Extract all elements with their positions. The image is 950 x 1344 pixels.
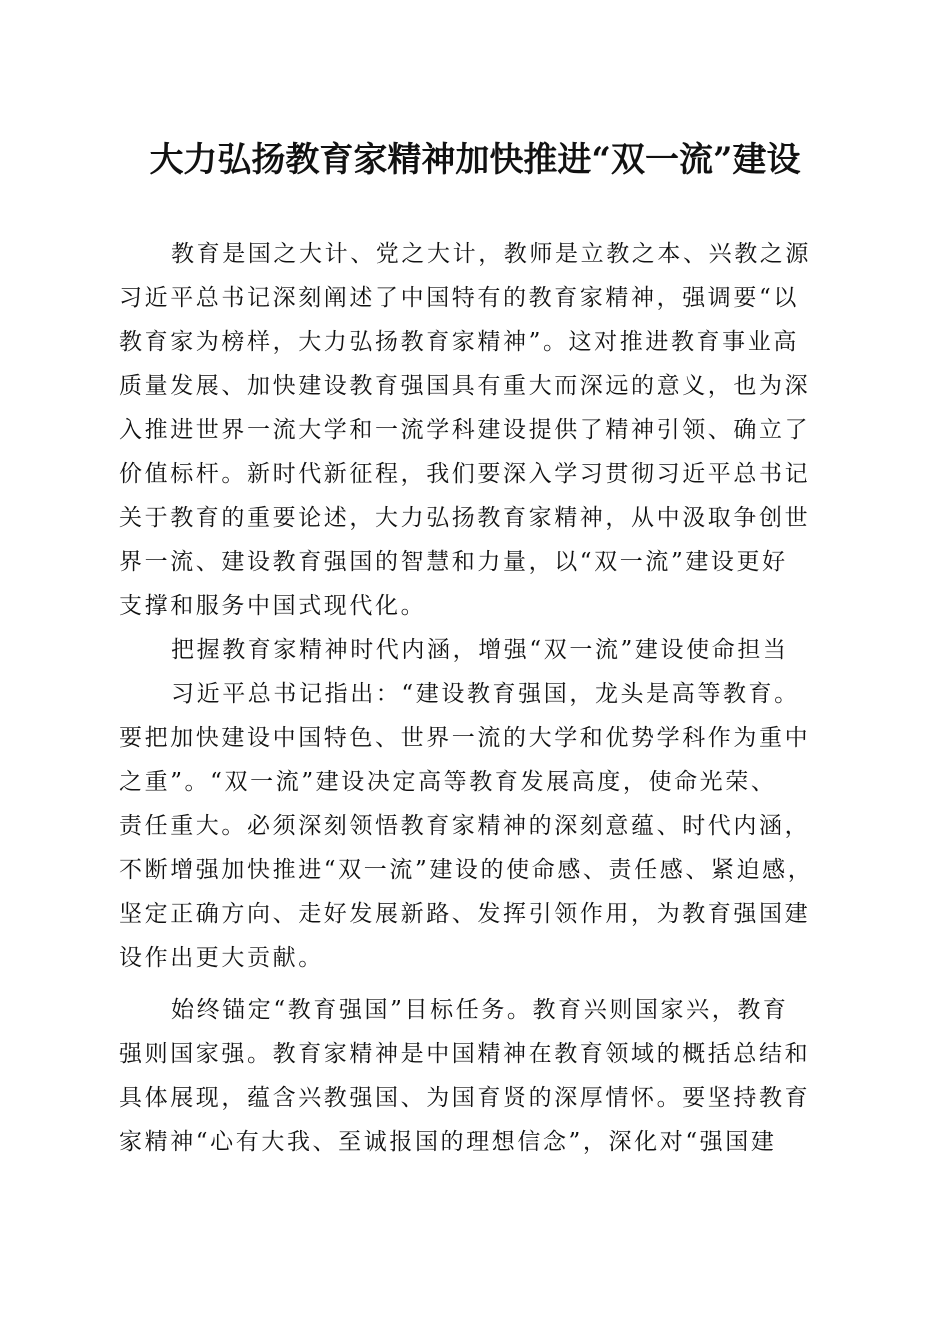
paragraph-gap — [119, 980, 825, 988]
body-line: 责任重大。必须深刻领悟教育家精神的深刻意蕴、时代内涵， — [119, 813, 811, 839]
body-line: 要把加快建设中国特色、世界一流的大学和优势学科作为重中 — [119, 725, 811, 751]
body-line: 教育是国之大计、党之大计，教师是立教之本、兴教之源 — [171, 241, 811, 267]
body-line: 关于教育的重要论述，大力弘扬教育家精神，从中汲取争创世 — [119, 505, 811, 531]
body-line: 教育家为榜样，大力弘扬教育家精神”。这对推进教育事业高 — [119, 329, 799, 355]
body-line: 习近平总书记指出：“建设教育强国，龙头是高等教育。 — [171, 681, 800, 707]
document-body — [119, 232, 825, 1164]
section-heading: 把握教育家精神时代内涵，增强“双一流”建设使命担当 — [171, 637, 789, 663]
body-line: 设作出更大贡献。 — [119, 945, 324, 971]
body-line: 界一流、建设教育强国的智慧和力量，以“双一流”建设更好 — [119, 549, 788, 575]
body-line: 价值标杆。新时代新征程，我们要深入学习贯彻习近平总书记 — [119, 461, 811, 487]
document-title: 大力弘扬教育家精神加快推进“双一流”建设 — [149, 140, 801, 180]
body-line: 入推进世界一流大学和一流学科建设提供了精神引领、确立了 — [119, 417, 811, 443]
body-line: 质量发展、加快建设教育强国具有重大而深远的意义，也为深 — [119, 373, 811, 399]
body-line: 具体展现，蕴含兴教强国、为国育贤的深厚情怀。要坚持教育 — [119, 1085, 811, 1111]
body-line: 强则国家强。教育家精神是中国精神在教育领域的概括总结和 — [119, 1041, 811, 1067]
body-line: 习近平总书记深刻阐述了中国特有的教育家精神，强调要“以 — [119, 285, 799, 311]
body-line: 支撑和服务中国式现代化。 — [119, 593, 427, 619]
body-line: 之重”。“双一流”建设决定高等教育发展高度，使命光荣、 — [119, 769, 777, 795]
body-line: 不断增强加快推进“双一流”建设的使命感、责任感、紧迫感， — [119, 857, 814, 883]
body-line: 坚定正确方向、走好发展新路、发挥引领作用，为教育强国建 — [119, 901, 811, 927]
body-line: 始终锚定“教育强国”目标任务。教育兴则国家兴，教育 — [171, 997, 789, 1023]
body-line: 家精神“心有大我、至诚报国的理想信念”，深化对“强国建 — [119, 1129, 777, 1155]
